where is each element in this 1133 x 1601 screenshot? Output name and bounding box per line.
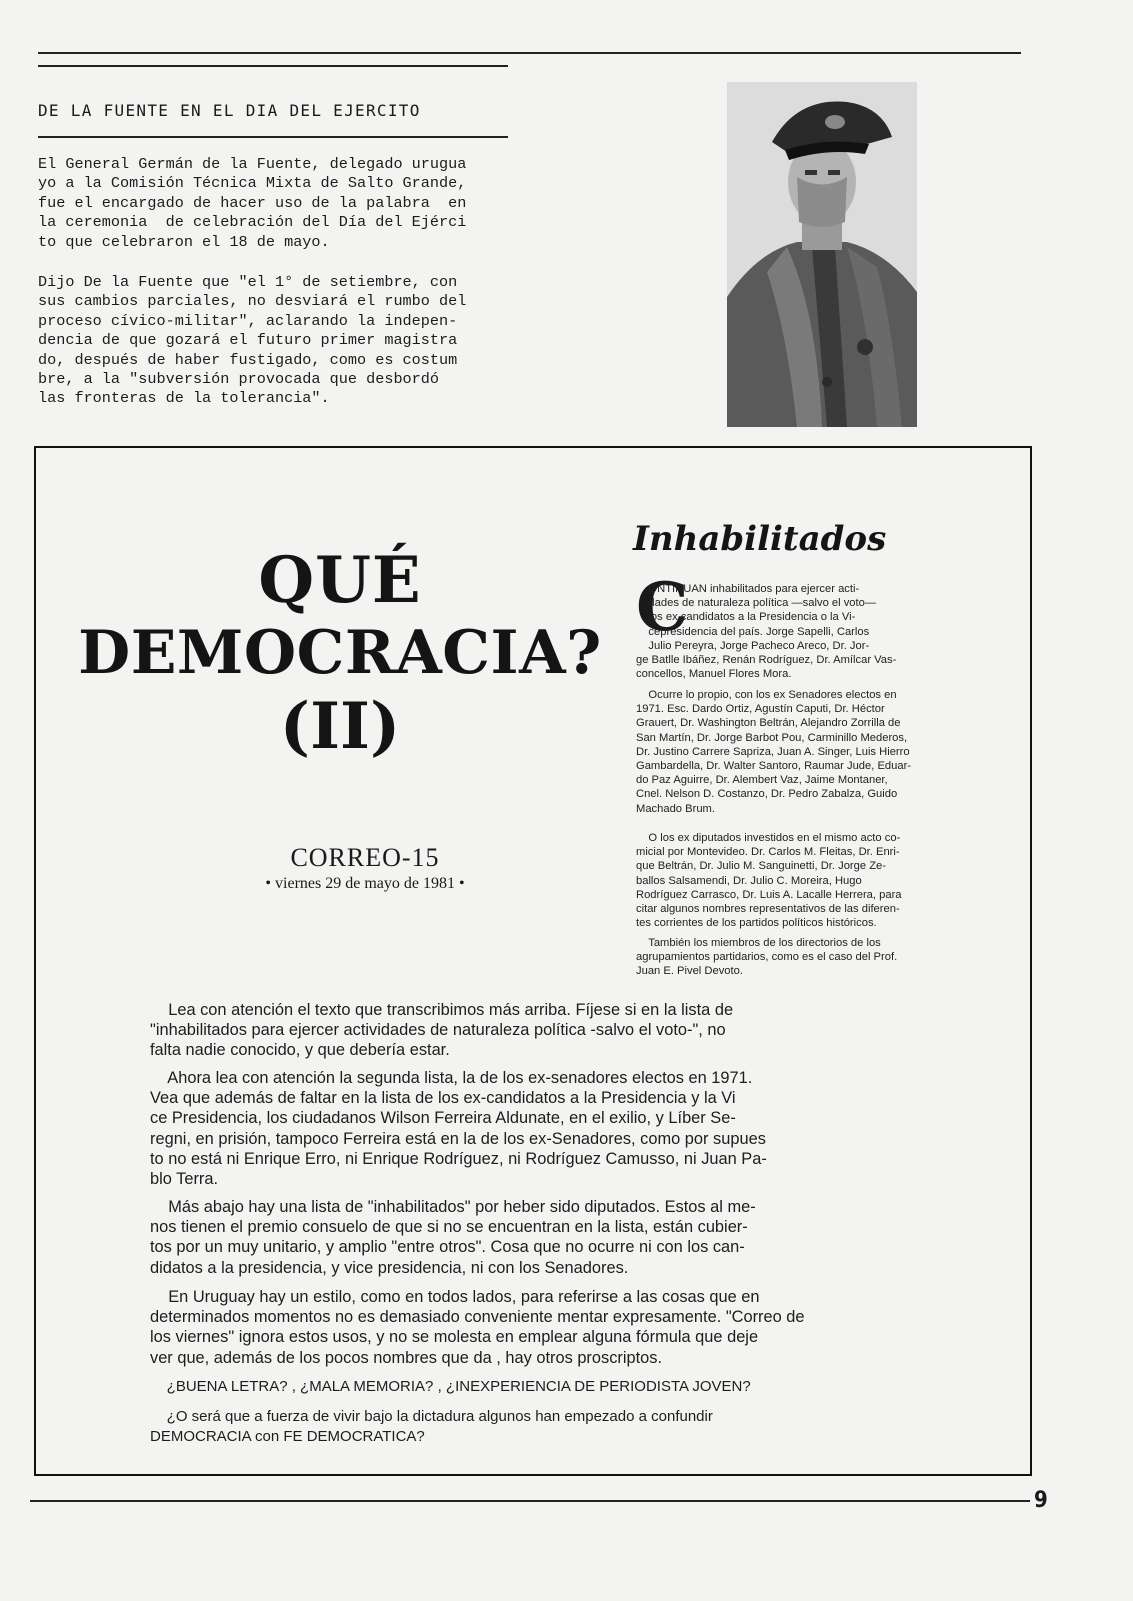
commentary-paragraph-1: Lea con atención el texto que transcribimos más arriba. Fíjese si en la lista de "inhabilitados para ejercer actividades de naturaleza política -salvo el voto-", no falta nadie conocido, y que debería estar. xyxy=(150,1001,734,1060)
top-rule xyxy=(38,52,1021,54)
general-photo xyxy=(727,82,917,427)
commentary-paragraph-4: En Uruguay hay un estilo, como en todos lados, para referirse a las cosas que en determinados momentos no es demasiado conveniente mentar expresamente. "Correo de los viernes" ignora estos usos, y no se molesta en emplear alguna fórmula que deje ver que, además de los pocos nombres que da , hay otros proscriptos. xyxy=(150,1288,805,1367)
headline-line-3: (II) xyxy=(279,689,401,764)
source-name: CORREO-15 xyxy=(290,843,440,872)
source-date: • viernes 29 de mayo de 1981 • xyxy=(265,875,465,892)
clipping-paragraph-4: También los miembros de los directorios de los agrupamientos partidarios, como es el caso del Prof. Juan E. Pivel Devoto. xyxy=(636,937,898,978)
article-paragraph-2: Dijo De la Fuente que "el 1° de setiembre, con sus cambios parciales, no desviará el rumbo del proceso cívico-militar", aclarando la indepen- dencia de que gozará el futuro primer magistra do, después de haber fustigado, como es costum bre, a la "subversión provocada que desbordó las fronteras de la tolerancia". xyxy=(38,273,467,408)
article-paragraph-1: El General Germán de la Fuente, delegado urugua yo a la Comisión Técnica Mixta de Salto Grande, fue el encargado de hacer uso de la palabra en la ceremonia de celebración del Día del Ejérci to que celebraron el 18 de mayo. xyxy=(38,155,467,251)
source-credit xyxy=(240,843,490,893)
headline-line-1: QUÉ xyxy=(258,543,422,618)
commentary-paragraph-2: Ahora lea con atención la segunda lista, la de los ex-senadores electos en 1971. Vea que además de faltar en la lista de los ex-candidatos a la Presidencia y la Vi ce Presidencia, los ciudadanos Wilson Ferreira Aldunate, en el exilio, y Líber Se- regni, en prisión, tampoco Ferreira está en la de los ex-Senadores, como por supues to no está ni Enrique Erro, ni Enrique Rodríguez, ni Rodríguez Camusso, ni Juan Pa- blo Terra. xyxy=(150,1069,767,1189)
headline-line-2: DEMOCRACIA? xyxy=(78,618,602,688)
commentary-paragraph-3: Más abajo hay una lista de "inhabilitados" por heber sido diputados. Estos al me- nos tienen el premio consuelo de que si no se encuentran en la lista, están cubier- tos por un muy unitario, y amplio "entre otros". Cosa que no ocurre ni con los can- didatos a la presidencia, y vice presidencia, ni con los Senadores. xyxy=(150,1198,756,1277)
clipping-paragraph-3: O los ex diputados investidos en el mismo acto co- micial por Montevideo. Dr. Carlos M. Fleitas, Dr. Enri- que Beltrán, Dr. Julio M. Sanguinetti, Dr. Jorge Ze- ballos Salsamendi, Dr. Julio C. Moreira, Hugo Rodríguez Carrasco, Dr. Luis A. Lacalle Herrera, para citar algunos nombres representativos de las diferen- tes corrientes de los partidos políticos históricos. xyxy=(636,832,902,930)
feature-headline xyxy=(40,545,640,765)
title-rule-top xyxy=(38,65,508,67)
clipping-paragraph-1: ONTINUAN inhabilitados para ejercer acti- dades de naturaleza política —salvo el voto— los ex candidatos a la Presidencia o la Vi- cepresidencia del país. Jorge Sapelli, Carlos Julio Pereyra, Jorge Pacheco Areco, Dr. Jor- ge Batlle Ibáñez, Renán Rodríguez, Dr. Amílcar Vas- concellos, Manuel Flores Mora. xyxy=(636,583,897,681)
clipping-title: Inhabilitados xyxy=(633,519,887,559)
clipping-paragraph-2: Ocurre lo propio, con los ex Senadores electos en 1971. Esc. Dardo Ortiz, Agustín Caputi, Dr. Héctor Grauert, Dr. Washington Beltrán, Alejandro Zorrilla de San Martín, Dr. Jorge Barbot Pou, Carminillo Mederos, Dr. Justino Carrere Sapriza, Juan A. Singer, Luis Hierro Gambardella, Dr. Walter Santoro, Raumar Jude, Eduar- do Paz Aguirre, Dr. Alembert Vaz, Jaime Montaner, Cnel. Nelson D. Costanzo, Dr. Pedro Zabalza, Guido Machado Brum. xyxy=(636,689,912,815)
clipping-dropcap: C xyxy=(636,568,689,646)
commentary-question-1: ¿BUENA LETRA? , ¿MALA MEMORIA? , ¿INEXPERIENCIA DE PERIODISTA JOVEN? xyxy=(150,1378,751,1395)
page-number: 9 xyxy=(1034,1488,1048,1513)
commentary-question-2: ¿O será que a fuerza de vivir bajo la dictadura algunos han empezado a confundir DEMOCRACIA con FE DEMOCRATICA? xyxy=(150,1408,713,1446)
footer-rule xyxy=(30,1500,1030,1502)
title-rule-bottom xyxy=(38,136,508,138)
article-title: DE LA FUENTE EN EL DIA DEL EJERCITO xyxy=(38,101,421,120)
